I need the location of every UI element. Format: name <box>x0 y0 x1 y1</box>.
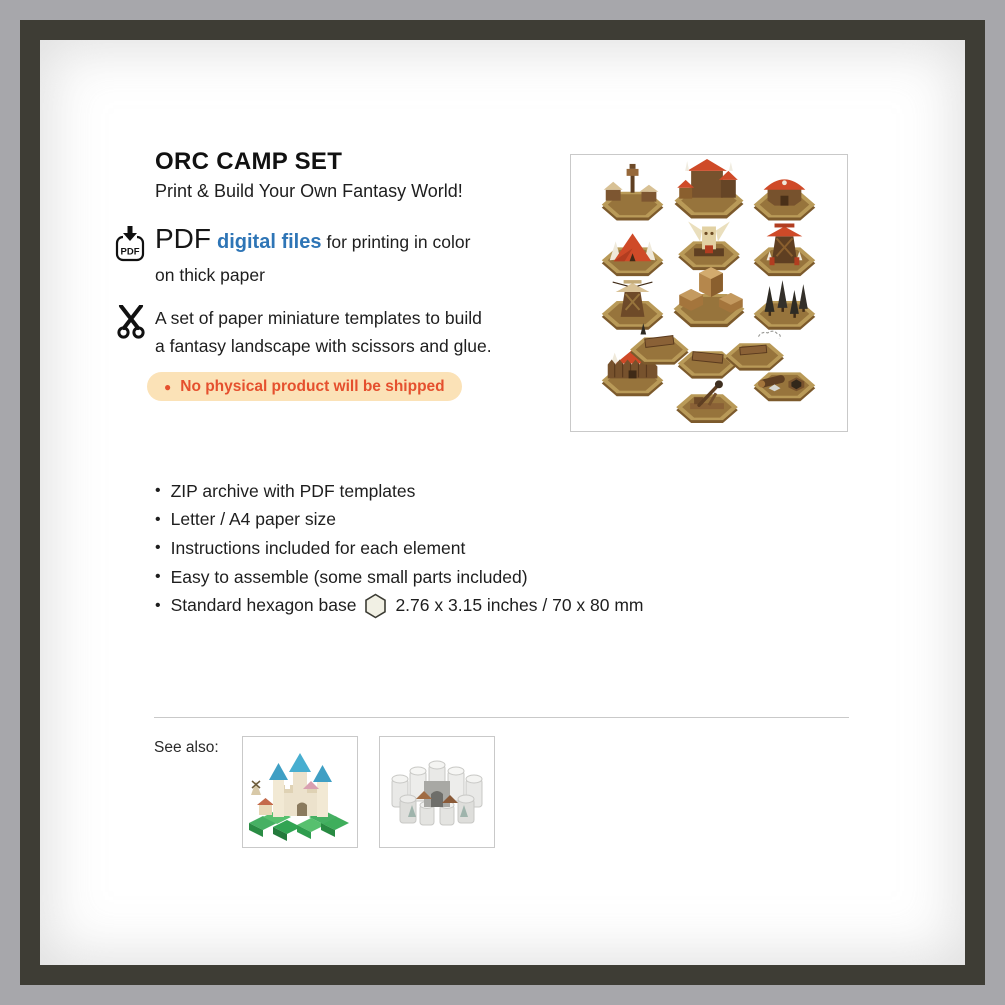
build-line-1: A set of paper miniature templates to build <box>155 308 482 328</box>
product-image <box>570 154 848 432</box>
feature-text: Standard hexagon base <box>170 595 357 616</box>
feature-item <box>155 563 644 592</box>
feature-text: ZIP archive with PDF templates <box>170 480 416 501</box>
castle-set-thumbnail[interactable] <box>242 736 358 848</box>
pdf-label: PDF <box>155 223 211 254</box>
pdf-download-icon <box>114 226 146 269</box>
hexagon-icon <box>364 593 387 619</box>
page-subtitle: Print & Build Your Own Fantasy World! <box>155 181 463 201</box>
feature-item <box>155 506 644 535</box>
badge-dot-icon: ● <box>164 379 172 394</box>
pdf-feature <box>155 222 555 286</box>
build-line-2: a fantasy landscape with scissors and glue. <box>155 336 492 356</box>
feature-item <box>155 534 644 563</box>
divider <box>154 717 849 718</box>
feature-text: Easy to assemble (some small parts included) <box>170 566 528 587</box>
shipping-badge <box>147 372 462 401</box>
bullet-icon: • <box>155 568 161 586</box>
feature-text: Letter / A4 paper size <box>170 509 336 530</box>
pine-trees-tile <box>754 280 816 330</box>
winged-idol-tile <box>678 222 740 271</box>
bullet-icon: • <box>155 596 161 614</box>
orc-round-hut-tile <box>754 179 816 220</box>
feature-text: 2.76 x 3.15 inches / 70 x 80 mm <box>395 595 644 616</box>
rock-plateau-tile <box>674 267 745 327</box>
feature-text: Instructions included for each element <box>170 537 466 558</box>
bullet-icon: • <box>155 510 161 528</box>
feature-item-hexagon <box>155 591 644 620</box>
see-also-label: See also: <box>154 739 219 756</box>
bullet-icon: • <box>155 539 161 557</box>
watchtower-tan-tile <box>602 280 664 330</box>
badge-text: No physical product will be shipped <box>180 377 445 395</box>
feature-item <box>155 477 644 506</box>
orc-tent-tusks-tile <box>602 233 664 276</box>
stone-fortress-illustration <box>392 761 482 825</box>
watchtower-red-tile <box>754 224 816 277</box>
pdf-tail-2: on thick paper <box>155 265 265 285</box>
stone-fortress-thumbnail[interactable] <box>379 736 495 848</box>
catapult-tile <box>676 380 738 423</box>
feature-list <box>155 477 644 620</box>
orc-stronghold-tile <box>675 159 744 218</box>
page-title: ORC CAMP SET <box>155 148 343 175</box>
scissors-icon <box>116 305 146 344</box>
digital-files-link[interactable]: digital files <box>217 231 322 253</box>
campfire-logs-tile <box>754 372 816 401</box>
bullet-icon: • <box>155 482 161 500</box>
pdf-tail-1: for printing in color <box>326 232 471 252</box>
svg-text:PDF: PDF <box>120 246 140 258</box>
castle-illustration <box>249 753 349 841</box>
build-description <box>155 304 557 360</box>
orc-huts-totem-tile <box>602 164 664 221</box>
product-sheet <box>40 40 965 965</box>
